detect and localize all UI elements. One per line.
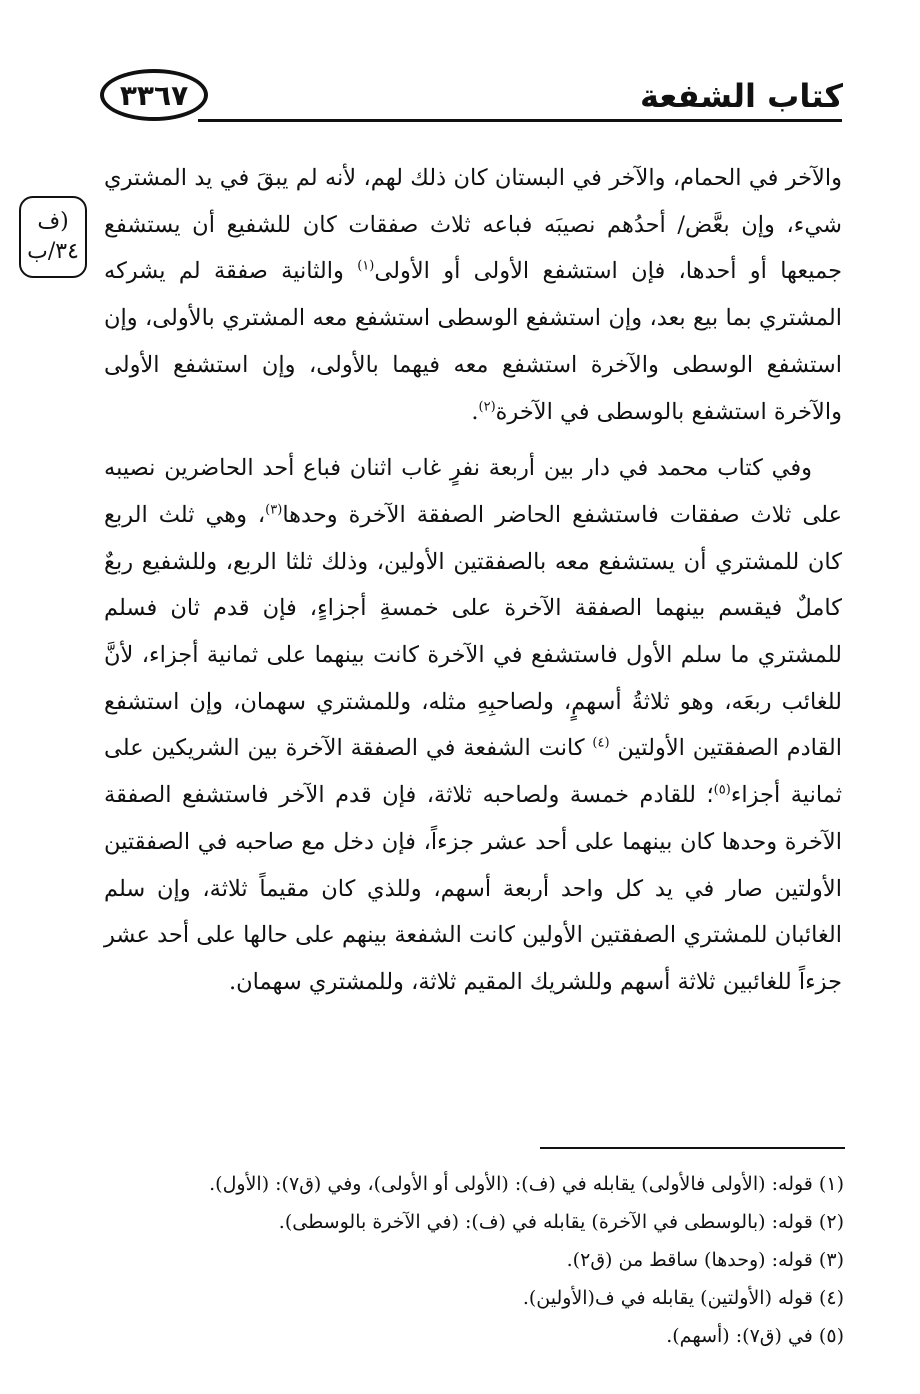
text-run: كانت الشفعة في الصفقة الآخرة بين الشريكين على ثمانية أجزاء	[104, 735, 842, 809]
footnote-ref[interactable]: (٣)	[265, 502, 283, 518]
footnote-ref[interactable]: (١)	[357, 258, 375, 274]
footnotes	[104, 1165, 844, 1355]
footnote-item: (٤) قوله (الأولتين) يقابله في ف(الأولين).	[522, 1287, 844, 1309]
text-run: وفي كتاب محمد في دار بين أربعة نفرٍ غاب اثنان فباع أحد الحاضرين نصيبه على ثلاث صفقات فاستشفع الحاضر الصفقة الآخرة وحدها	[104, 455, 843, 528]
header-rule	[198, 119, 842, 122]
page-number: ٣٣٦٧	[119, 78, 189, 112]
footnote-item: (١) قوله: (الأولى فالأولى) يقابله في (ف): (الأولى أو الأولى)، وفي (ق٧): (الأول).	[209, 1173, 844, 1195]
footnote-ref[interactable]: (٢)	[478, 399, 496, 415]
text-run: والآخر في الحمام، والآخر في البستان كان ذلك لهم، لأنه لم يبقَ في يد المشتري شيء، وإن بعَّض/ أحدُهم نصيبَه فباعه ثلاث صفقات كان للشفيع أن يستشفع جميعها أو أحدها، فإن استشفع الأولى أو الأولى	[104, 165, 842, 285]
paragraph	[104, 445, 842, 1005]
manuscript-folio-note	[19, 196, 87, 278]
text-run: ؛ للقادم خمسة ولصاحبه ثلاثة، فإن قدم الآخر فاستشفع الصفقة الآخرة وحدها كان بينهما على أحد عشر جزءاً، فإن دخل مع صاحبه في الصفقتين الأولتين صار في يد كل واحد أربعة أسهم، وللذي كان مقيماً ثلاثة، وإن سلم الغائبان للمشتري الصفقتين الأولين كانت الشفعة بينهم على حالها على أحد عشر جزءاً للغائبين ثلاثة أسهم وللشريك المقيم ثلاثة، وللمشتري سهمان.	[104, 782, 842, 995]
text-run: ، وهي ثلث الربع كان للمشتري أن يستشفع معه بالصفقتين الأولين، وذلك ثلثا الربع، وللشفيع ربعٌ كاملٌ فيقسم بينهما الصفقة الآخرة على خمسةِ أجزاءٍ، فإن قدم ثان فسلم للمشتري ما سلم الأول فاستشفع في الآخرة كانت بينهما على ثمانية أجزاء، لأنَّ للغائب ربعَه، وهو ثلاثةُ أسهمٍ، ولصاحبِهِ مثله، وللمشتري سهمان، وإن استشفع القادم الصفقتين الأولتين	[104, 501, 842, 762]
footnote-ref[interactable]: (٥)	[713, 782, 731, 798]
page-number-badge	[100, 69, 208, 121]
text-run: .	[471, 398, 479, 425]
footnote-item: (٥) في (ق٧): (أسهم).	[666, 1325, 844, 1347]
footnote-item: (٢) قوله: (بالوسطى في الآخرة) يقابله في (ف): (في الآخرة بالوسطى).	[278, 1211, 844, 1233]
chapter-title: كتاب الشفعة	[639, 77, 843, 115]
folio-note-line-2: ٣٤/ب	[27, 239, 79, 264]
folio-note-line-1: (ف	[37, 209, 69, 234]
footnote-ref[interactable]: (٤)	[592, 735, 610, 751]
main-text	[104, 155, 842, 1006]
text-run: والثانية صفقة لم يشركه المشتري بما بيع بعد، وإن استشفع الوسطى استشفع معه المشتري بالأولى، وإن استشفع الوسطى والآخرة استشفع معه فيهما بالأولى، وإن استشفع الأولى والآخرة استشفع بالوسطى في الآخرة	[104, 258, 842, 425]
footnote-separator	[540, 1147, 845, 1149]
paragraph	[104, 155, 842, 435]
footnote-item: (٣) قوله: (وحدها) ساقط من (ق٢).	[566, 1249, 844, 1271]
